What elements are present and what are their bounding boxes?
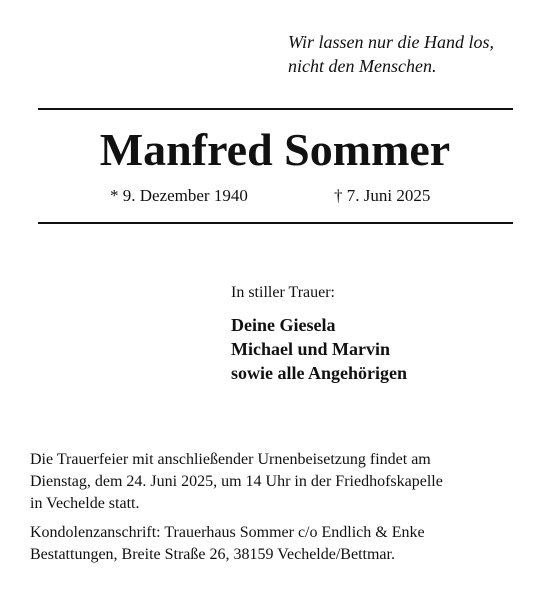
motto-line-2: nicht den Menschen. bbox=[288, 56, 437, 76]
deceased-name: Manfred Sommer bbox=[99, 124, 451, 175]
motto-quote bbox=[288, 30, 494, 78]
ceremony-line: Dienstag, dem 24. Juni 2025, um 14 Uhr in der Friedhofskapelle bbox=[30, 473, 443, 490]
ceremony-line: Die Trauerfeier mit anschließender Urnenbeisetzung findet am bbox=[30, 451, 431, 468]
bottom-divider bbox=[38, 222, 513, 224]
death-date: † 7. Juni 2025 bbox=[334, 186, 431, 205]
mourner-name: Deine Giesela bbox=[231, 315, 336, 335]
funeral-ceremony-info bbox=[30, 449, 443, 515]
condolence-line: Kondolenzanschrift: Trauerhaus Sommer c/o Endlich & Enke bbox=[30, 524, 425, 541]
condolence-line: Bestattungen, Breite Straße 26, 38159 Vechelde/Bettmar. bbox=[30, 546, 395, 563]
mourner-name: Michael und Marvin bbox=[231, 339, 391, 359]
condolence-address bbox=[30, 522, 425, 566]
mourner-name: sowie alle Angehörigen bbox=[231, 363, 407, 383]
mourning-intro: In stiller Trauer: bbox=[231, 284, 335, 301]
top-divider bbox=[38, 108, 513, 110]
mourners-list bbox=[231, 313, 407, 385]
birth-date: * 9. Dezember 1940 bbox=[110, 186, 248, 205]
ceremony-line: in Vechelde statt. bbox=[30, 495, 140, 512]
motto-line-1: Wir lassen nur die Hand los, bbox=[288, 32, 495, 52]
